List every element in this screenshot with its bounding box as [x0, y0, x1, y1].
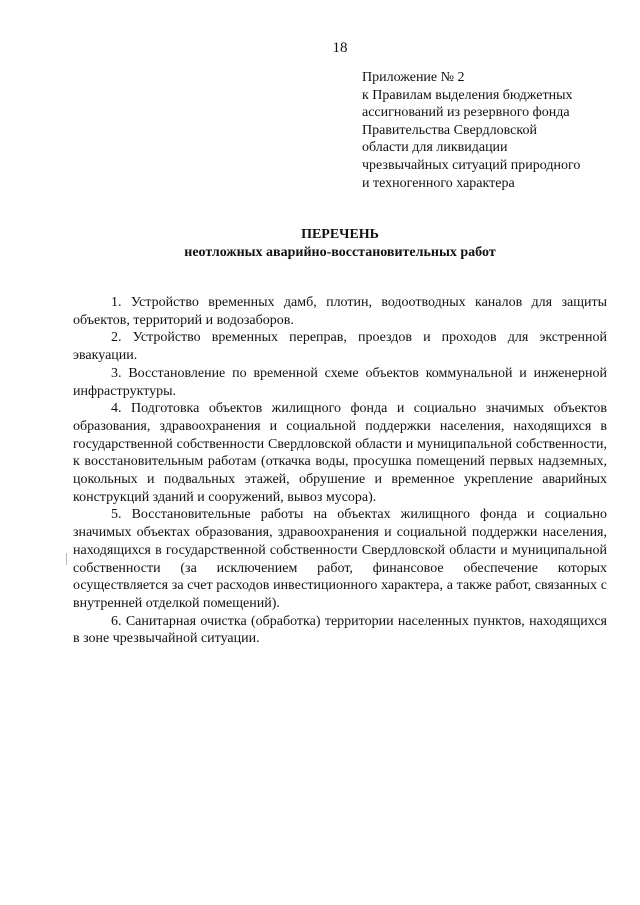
- appendix-line: Приложение № 2: [362, 70, 465, 85]
- page-number: 18: [332, 40, 348, 56]
- list-item: 1. Устройство временных дамб, плотин, водоотводных каналов для защиты объектов, территорий и водозаборов.: [73, 295, 607, 328]
- list-item: 4. Подготовка объектов жилищного фонда и социально значимых объектов образования, здравоохранения и социальной поддержки населения, находящихся в государственной собственности Свердловской области и муниципальной собственности, к восстановительным работам (откачка воды, просушка помещений первых надземных, цокольных и подвальных этажей, обрушение и временное укрепление аварийных конструкций зданий и сооружений, вывоз мусора).: [73, 401, 607, 505]
- work-list: [73, 294, 607, 648]
- list-item: 2. Устройство временных переправ, проездов и проходов для экстренной эвакуации.: [73, 330, 607, 364]
- list-item: 6. Санитарная очистка (обработка) территории населенных пунктов, находящихся в зоне чрезвычайной ситуации.: [73, 613, 607, 647]
- document-subtitle: неотложных аварийно-восстановительных работ: [184, 245, 496, 260]
- appendix-line: чрезвычайных ситуаций природного: [362, 157, 581, 173]
- appendix-line: области для ликвидации: [362, 140, 508, 156]
- appendix-line: ассигнований из резервного фонда: [362, 105, 570, 121]
- appendix-line: к Правилам выделения бюджетных: [362, 87, 573, 103]
- scan-artifact: [66, 553, 67, 565]
- list-item: 3. Восстановление по временной схеме объектов коммунальной и инженерной инфраструктуры.: [73, 365, 607, 399]
- list-item: 5. Восстановительные работы на объектах жилищного фонда и социально значимых объектах образования, здравоохранения и социальной поддержки населения, находящихся в государственной собственности Свердловской области и муниципальной собственности (за исключением работ, финансовое обеспечение которых осуществляется за счет расходов инвестиционного характера, а также работ, связанных с внутренней отделкой помещений).: [73, 507, 607, 611]
- appendix-line: Правительства Свердловской: [362, 122, 537, 138]
- appendix-note: [362, 69, 622, 192]
- document-title: ПЕРЕЧЕНЬ: [301, 227, 379, 242]
- appendix-line: и техногенного характера: [362, 175, 515, 191]
